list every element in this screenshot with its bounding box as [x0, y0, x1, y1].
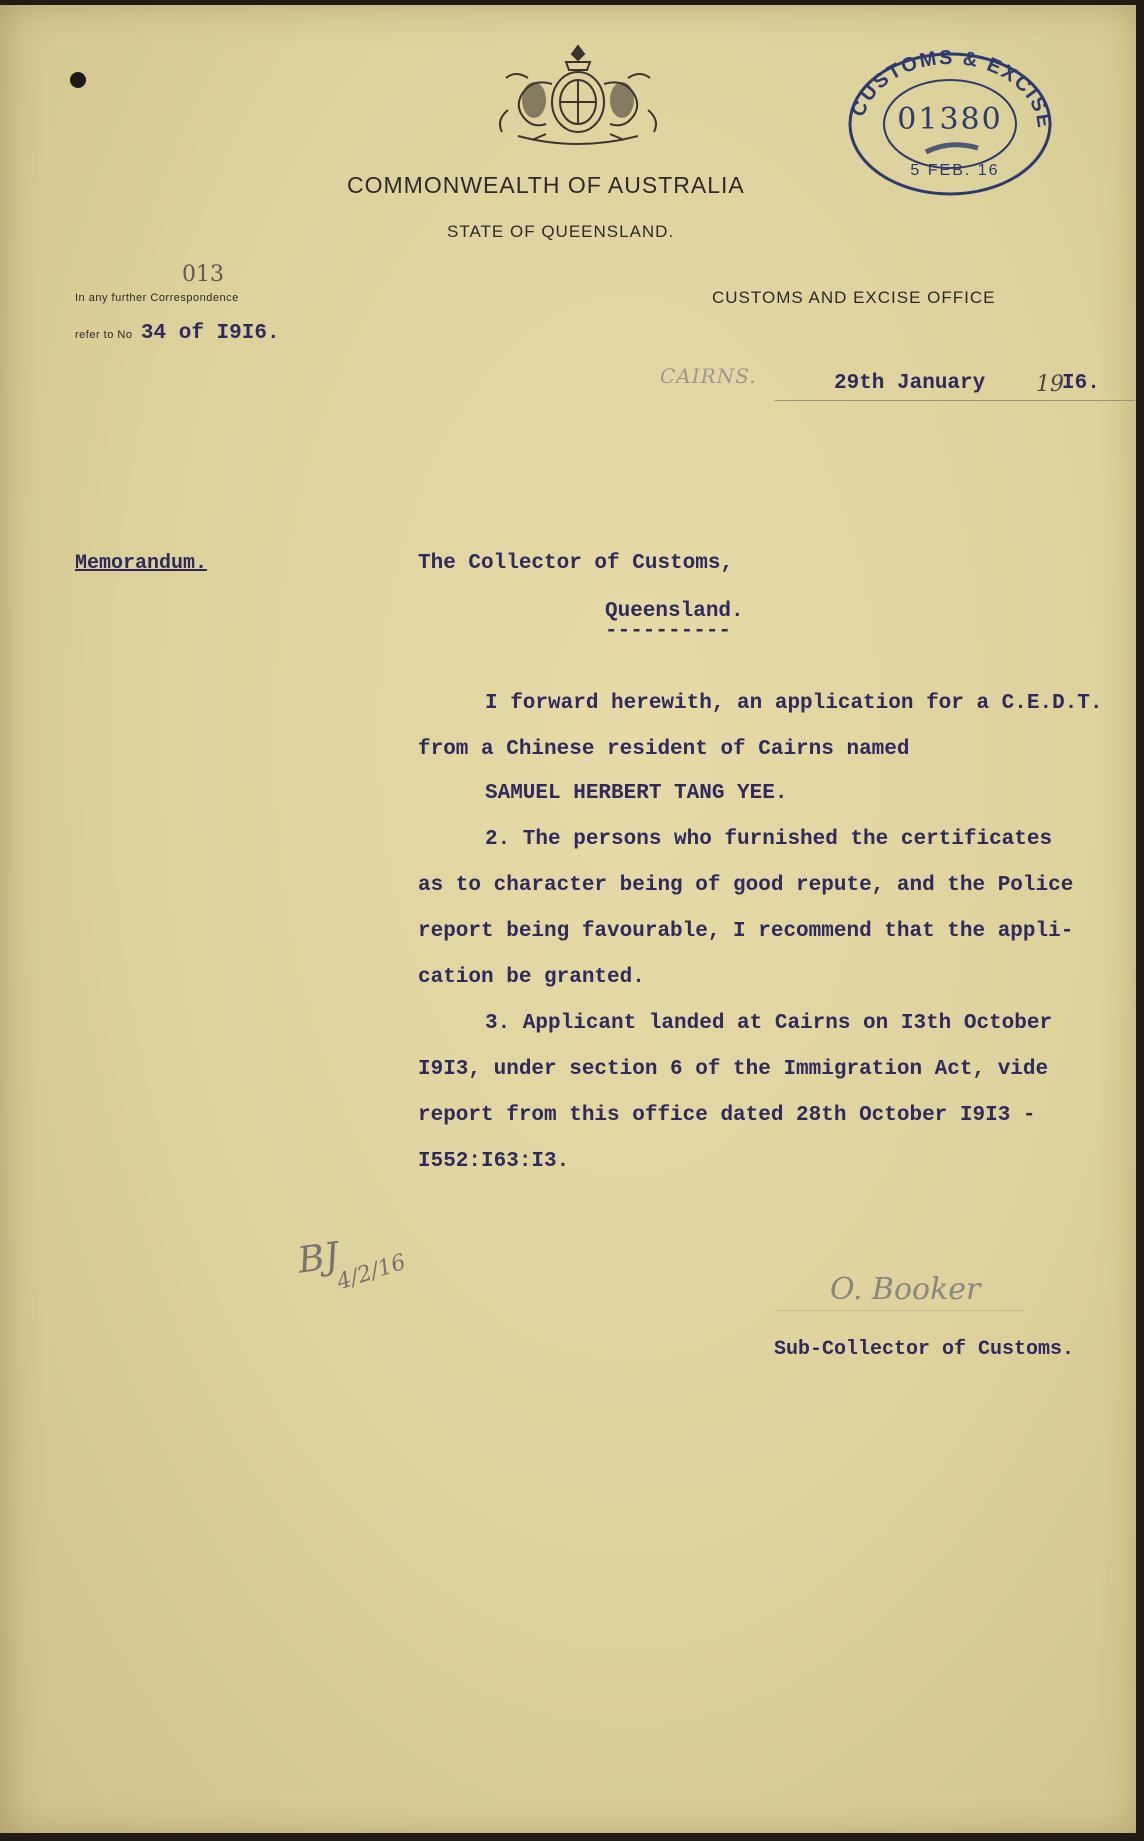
body-line: SAMUEL HERBERT TANG YEE.: [485, 782, 788, 805]
signature: O. Booker: [830, 1272, 981, 1307]
addressee-line-2: Queensland.: [605, 600, 744, 623]
memorandum-label: Memorandum.: [75, 552, 208, 575]
scan-edge-bottom: [0, 1833, 1144, 1841]
handwritten-date: 4/2/16: [333, 1249, 409, 1296]
addressee-line-1: The Collector of Customs,: [418, 552, 734, 575]
svg-text:CUSTOMS & EXCISE QLD: CUSTOMS & EXCISE: [847, 46, 1056, 131]
body-line: report being favourable, I recommend that the appli-: [418, 920, 1074, 943]
scan-edge-right: [1136, 0, 1144, 1841]
body-line: I forward herewith, an application for a C.E.D.T.: [485, 692, 1103, 715]
coat-of-arms-icon: [488, 40, 668, 152]
body-line: report from this office dated 28th October I9I3 -: [418, 1104, 1036, 1127]
stamp-date: 5 FEB. 16: [910, 162, 1000, 179]
year-suffix: I6.: [1062, 372, 1100, 395]
body-line: I552:I63:I3.: [418, 1150, 570, 1173]
body-line: 2. The persons who furnished the certificates: [485, 828, 1053, 851]
state-heading: STATE OF QUEENSLAND.: [447, 222, 675, 241]
handwritten-initials: BJ: [295, 1235, 342, 1282]
signatory-title: Sub-Collector of Customs.: [774, 1338, 1075, 1361]
addressee-rule: ----------: [605, 620, 732, 643]
ink-blot: [70, 72, 86, 88]
signature-line: [775, 1310, 1025, 1311]
date-underline: [775, 400, 1135, 401]
handwritten-file-number: 013: [182, 262, 224, 287]
office-name: CUSTOMS AND EXCISE OFFICE: [712, 288, 996, 307]
reference-line: In any further Correspondence: [75, 292, 239, 304]
reference-number: 34 of I9I6.: [140, 322, 280, 345]
scan-edge-top: [0, 0, 1144, 5]
year-prefix: 19: [1036, 372, 1064, 397]
body-line: as to character being of good repute, and the Police: [418, 874, 1074, 897]
body-line: 3. Applicant landed at Cairns on I3th October: [485, 1012, 1053, 1035]
office-place: CAIRNS.: [660, 364, 757, 388]
reference-number-row: [75, 322, 280, 345]
reference-prefix: refer to No: [75, 329, 133, 341]
country-heading: COMMONWEALTH OF AUSTRALIA: [347, 172, 745, 198]
customs-stamp: [840, 44, 1060, 198]
body-line: I9I3, under section 6 of the Immigration Act, vide: [418, 1058, 1049, 1081]
stamp-number: 01380: [897, 102, 1003, 137]
body-line: cation be granted.: [418, 966, 645, 989]
letter-date: 29th January: [834, 372, 986, 395]
body-line: from a Chinese resident of Cairns named: [418, 738, 910, 761]
